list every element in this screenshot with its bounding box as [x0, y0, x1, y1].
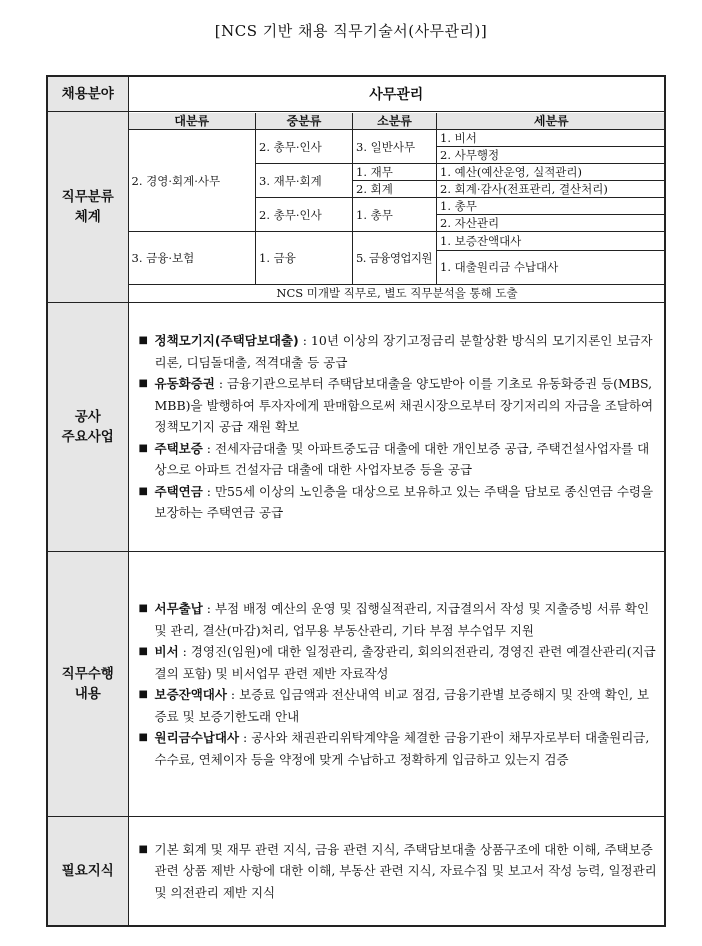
bullet-description: 기본 회계 및 재무 관련 지식, 금융 관련 지식, 주택담보대출 상품구조에 대한 이해, 주택보증 관련 상품 제반 사항에 대한 이해, 부동산 관련 지식, 자료수집 및 보고서 작성 능력, 일정관리 및 의전관리 제반 지식	[154, 841, 657, 900]
bullet-square-icon: ■	[138, 335, 148, 347]
classification-note: NCS 미개발 직무로, 별도 직무분석을 통해 도출	[129, 285, 666, 302]
header-major: 대분류	[129, 113, 256, 130]
duties-list	[129, 594, 665, 774]
main-business-cell	[128, 303, 665, 552]
bullet-title: 비서	[154, 644, 179, 659]
label-recruit-field: 채용분야	[47, 76, 128, 112]
small-category-3: 1. 총무	[353, 198, 437, 232]
bullet-title: 정책모기지(주택담보대출)	[154, 333, 299, 349]
value-recruit-field: 사무관리	[128, 76, 665, 112]
row-duties	[47, 552, 665, 817]
small-category-4: 5. 금융영업지원	[353, 232, 437, 285]
header-small: 소분류	[353, 113, 437, 130]
bullet-item	[139, 373, 659, 438]
row-job-classification	[47, 112, 665, 303]
bullet-item	[139, 438, 659, 481]
bullet-text	[155, 373, 659, 438]
bullet-square-icon: ■	[138, 485, 148, 497]
label-main-business: 공사 주요사업	[47, 303, 128, 552]
label-knowledge: 필요지식	[47, 817, 128, 927]
bullet-square-icon: ■	[138, 843, 148, 855]
bullet-square-icon: ■	[138, 732, 148, 743]
bullet-square-icon: ■	[138, 646, 148, 657]
sub-category: 1. 보증잔액대사	[437, 232, 666, 251]
bullet-item	[139, 641, 659, 684]
row-main-business	[47, 303, 665, 552]
bullet-item	[139, 727, 659, 770]
label-job-classification: 직무분류 체계	[47, 112, 128, 303]
bullet-item	[139, 330, 659, 373]
bullet-item	[139, 684, 659, 727]
bullet-text	[155, 330, 659, 373]
knowledge-cell	[128, 817, 665, 927]
sub-category: 2. 회계·감사(전표관리, 결산처리)	[437, 181, 666, 198]
bullet-text	[155, 839, 659, 904]
bullet-description: : 보증료 입금액과 전산내역 비교 점검, 금융기관별 보증해지 및 잔액 확인, 보증료 및 보증기한도래 안내	[154, 687, 650, 724]
sub-category: 1. 대출원리금 수납대사	[437, 250, 666, 284]
row-knowledge	[47, 817, 665, 927]
middle-category-1: 2. 총무·인사	[256, 130, 353, 164]
header-sub: 세분류	[437, 113, 666, 130]
middle-category-4: 1. 금융	[256, 232, 353, 285]
bullet-text	[155, 481, 659, 524]
bullet-text	[155, 727, 659, 770]
middle-category-3: 2. 총무·인사	[256, 198, 353, 232]
bullet-description: : 만55세 이상의 노인층을 대상으로 보유하고 있는 주택을 담보로 종신연금 수령을 보장하는 주택연금 공급	[154, 483, 654, 521]
bullet-square-icon: ■	[138, 603, 148, 614]
bullet-text	[155, 641, 659, 684]
sub-category: 1. 예산(예산운영, 실적관리)	[437, 164, 666, 181]
bullet-title: 주택보증	[154, 440, 203, 456]
bullet-title: 보증잔액대사	[154, 687, 227, 702]
header-middle: 중분류	[256, 113, 353, 130]
major-category-1: 2. 경영·회계·사무	[129, 130, 256, 232]
bullet-description: : 10년 이상의 장기고정금리 분할상환 방식의 모기지론인 보금자리론, 디딤돌대출, 적격대출 등 공급	[154, 333, 653, 370]
bullet-item	[139, 481, 659, 524]
label-duties: 직무수행 내용	[47, 552, 128, 817]
main-business-list	[129, 326, 665, 528]
small-category: 1. 재무	[353, 164, 437, 181]
bullet-text	[155, 598, 659, 641]
bullet-text	[155, 438, 659, 481]
job-description-table	[46, 75, 666, 927]
job-classification-cell	[128, 112, 665, 303]
bullet-description: : 전세자금대출 및 아파트중도금 대출에 대한 개인보증 공급, 주택건설사업자를 대상으로 아파트 건설자금 대출에 대한 사업자보증 등을 공급	[154, 440, 650, 478]
sub-category: 1. 총무	[437, 198, 666, 215]
small-category: 2. 회계	[353, 181, 437, 198]
major-category-2: 3. 금융·보험	[129, 232, 256, 285]
sub-category: 2. 자산관리	[437, 215, 666, 232]
document-title: [NCS 기반 채용 직무기술서(사무관리)]	[214, 22, 488, 40]
sub-category: 1. 비서	[437, 130, 666, 147]
bullet-square-icon: ■	[138, 378, 148, 390]
bullet-text	[155, 684, 659, 727]
middle-category-2: 3. 재무·회계	[256, 164, 353, 198]
bullet-title: 원리금수납대사	[154, 730, 240, 745]
classification-table	[129, 113, 666, 301]
bullet-description: : 부점 배정 예산의 운영 및 집행실적관리, 지급결의서 작성 및 지출증빙 서류 확인 및 관리, 결산(마감)처리, 업무용 부동산관리, 기타 부점 부수업무 지원	[154, 601, 650, 638]
bullet-title: 주택연금	[154, 483, 203, 499]
knowledge-list	[129, 835, 665, 908]
bullet-item	[139, 598, 659, 641]
small-category-1: 3. 일반사무	[353, 130, 437, 164]
duties-cell	[128, 552, 665, 817]
bullet-description: : 금융기관으로부터 주택담보대출을 양도받아 이를 기초로 유동화증권 등(MBS, MBB)을 발행하여 투자자에게 판매함으로써 채권시장으로부터 장기저리의 자금을 조달하여 정책모기지 공급 재원 확보	[154, 376, 654, 435]
bullet-square-icon: ■	[138, 689, 148, 700]
bullet-item	[139, 839, 659, 904]
row-recruit-field	[47, 76, 665, 112]
bullet-description: : 공사와 채권관리위탁계약을 체결한 금융기관이 채무자로부터 대출원리금, 수수료, 연체이자 등을 약정에 맞게 수납하고 정확하게 입금하고 있는지 검증	[154, 730, 650, 767]
bullet-title: 유동화증권	[154, 376, 215, 392]
bullet-title: 서무출납	[154, 601, 203, 616]
bullet-square-icon: ■	[138, 442, 148, 454]
sub-category: 2. 사무행정	[437, 147, 666, 164]
bullet-description: : 경영진(임원)에 대한 일정관리, 출장관리, 회의의전관리, 경영진 관련 예결산관리(지급결의 포함) 및 비서업무 관련 제반 자료작성	[154, 644, 656, 681]
